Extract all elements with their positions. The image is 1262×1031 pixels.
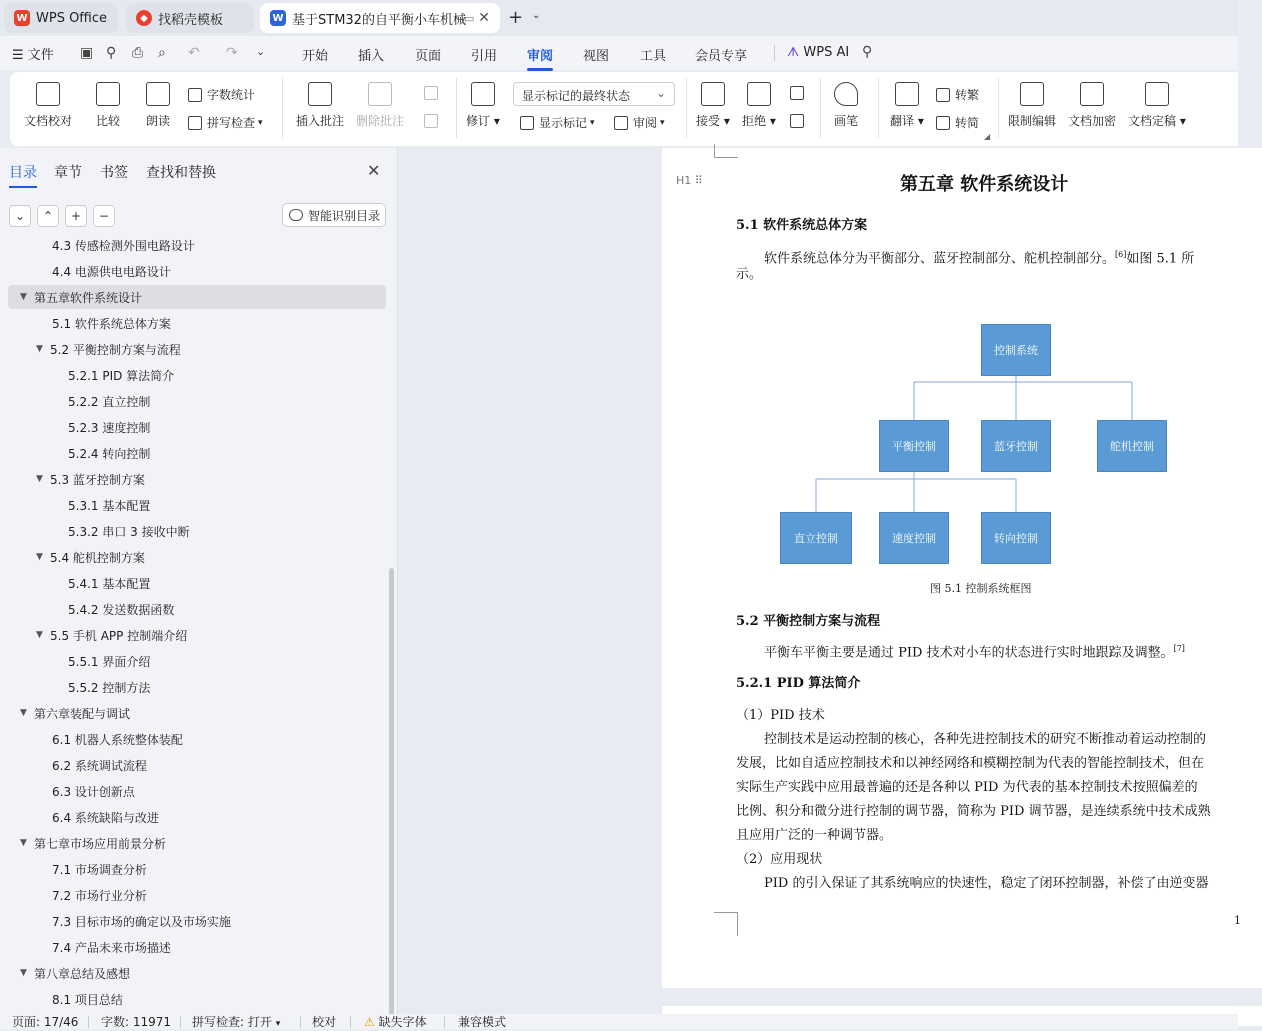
toc-item[interactable] <box>0 337 386 361</box>
status-page[interactable]: 页面: 17/46 <box>12 1015 79 1029</box>
diagram-node-control-system: 控制系统 <box>981 324 1051 376</box>
drag-handle-icon: ⠿ <box>694 174 703 187</box>
tab-list-chevron-icon[interactable]: ⌄ <box>532 10 541 21</box>
next-comment-icon[interactable] <box>424 114 443 128</box>
menu-reference[interactable]: 引用 <box>471 49 498 64</box>
paragraph-line: 发展，比如自适应控制技术和以神经网络和模糊控制为代表的智能控制技术，但在 <box>736 756 1205 771</box>
expand-corner-icon[interactable]: ◢ <box>984 132 991 141</box>
word-count-icon <box>188 88 202 102</box>
toc-item[interactable] <box>0 311 386 335</box>
next-change-icon[interactable] <box>790 114 809 128</box>
restrict-edit-label: 限制编辑 <box>1008 114 1057 128</box>
tab-template[interactable] <box>126 3 254 33</box>
section-5-2-paragraph: 平衡车平衡主要是通过 PID 技术对小车的状态进行实时地跟踪及调整。[7] <box>764 644 1185 661</box>
plus-icon: + <box>70 209 82 223</box>
menu-divider <box>774 45 775 61</box>
restrict-edit-button[interactable] <box>1008 82 1056 129</box>
read-aloud-button[interactable] <box>146 82 170 129</box>
toc-item[interactable] <box>0 831 386 855</box>
toc-item-label: 第五章软件系统设计 <box>34 290 143 305</box>
spell-check-icon <box>188 116 202 130</box>
compare-icon <box>96 82 120 106</box>
hamburger-icon: ☰ <box>12 48 28 63</box>
section-5-1-title: 5.1 软件系统总体方案 <box>736 218 868 233</box>
menu-insert[interactable]: 插入 <box>358 49 385 64</box>
panel-tab-bookmark[interactable]: 书签 <box>100 165 128 181</box>
markup-state-select[interactable]: 显示标记的最终状态 ⌄ <box>513 82 675 106</box>
expand-triangle-icon[interactable]: ▼ <box>36 552 43 562</box>
diagram-node-steering: 转向控制 <box>981 512 1051 564</box>
diagram-node-upright: 直立控制 <box>780 512 852 564</box>
insert-comment-icon <box>308 82 332 106</box>
save-icon[interactable]: ▣ <box>80 45 94 61</box>
word-count-button[interactable]: 字数统计 <box>188 86 255 103</box>
insert-comment-label: 插入批注 <box>296 114 345 128</box>
toc-item-label: 5.3.2 串口 3 接收中断 <box>68 524 190 539</box>
toc-item[interactable] <box>0 441 386 465</box>
ribbon-divider <box>998 78 999 138</box>
docer-logo-icon: ◆ <box>136 10 152 26</box>
ribbon-divider <box>456 78 457 138</box>
doc-finalize-button[interactable] <box>1128 82 1186 129</box>
toc-item[interactable] <box>0 987 386 1011</box>
translate-label: 翻译 ▾ <box>890 114 924 128</box>
chevron-down-icon: ⌄ <box>655 86 666 100</box>
expand-triangle-icon[interactable]: ▼ <box>20 838 27 848</box>
ribbon-divider <box>878 78 879 138</box>
toc-item[interactable] <box>0 571 386 595</box>
toc-item[interactable] <box>0 753 386 777</box>
show-markup-icon <box>520 116 534 130</box>
toc-item-label: 第六章装配与调试 <box>34 706 131 721</box>
add-heading-button[interactable] <box>65 205 87 227</box>
chapter-title: 第五章 软件系统设计 <box>900 174 1069 195</box>
page-number: 1 <box>1234 914 1241 927</box>
toc-item[interactable] <box>0 545 386 569</box>
collapse-up-button[interactable] <box>37 205 59 227</box>
heading-marker[interactable]: H1 ⠿ <box>676 174 703 187</box>
review-pane-icon <box>614 116 628 130</box>
toc-item[interactable] <box>0 961 386 985</box>
wps-ai-button[interactable]: ᗑ WPS AI <box>787 45 850 60</box>
menu-bar <box>0 36 1238 70</box>
warning-icon: ⚠ <box>364 1015 379 1029</box>
status-missing-font[interactable]: ⚠ 缺失字体 <box>364 1015 427 1029</box>
toc-item[interactable] <box>0 883 386 907</box>
toc-item[interactable] <box>0 857 386 881</box>
delete-comment-icon <box>368 82 392 106</box>
toc-item-label: 5.4.1 基本配置 <box>68 576 151 591</box>
minus-icon: − <box>98 209 110 223</box>
toc-item-label: 6.4 系统缺陷与改进 <box>52 810 159 825</box>
close-panel-icon[interactable]: ✕ <box>367 161 381 180</box>
prev-comment-icon[interactable] <box>424 86 443 100</box>
paragraph-line: 且应用广泛的一种调节器。 <box>736 828 893 843</box>
chevron-down-icon: ⌄ <box>14 209 26 223</box>
list-item-pid: （1）PID 技术 <box>736 708 825 723</box>
toc-item-label: 4.4 电源供电电路设计 <box>52 264 171 279</box>
panel-tab-find-replace[interactable]: 查找和替换 <box>146 165 216 181</box>
toc-item[interactable] <box>0 493 386 517</box>
new-tab-plus-icon[interactable]: + <box>508 7 524 28</box>
share-icon[interactable]: ⚲ <box>106 45 117 61</box>
toc-item-label: 5.2.2 直立控制 <box>68 394 151 409</box>
doc-encrypt-button[interactable] <box>1068 82 1116 129</box>
toc-item-label: 5.2.1 PID 算法简介 <box>68 368 175 383</box>
diagram-node-speed: 速度控制 <box>879 512 949 564</box>
toc-item[interactable] <box>0 935 386 959</box>
monitor-icon[interactable]: ▭ <box>464 11 475 25</box>
toc-item[interactable] <box>0 233 386 257</box>
toc-item-label: 7.1 市场调查分析 <box>52 862 147 877</box>
accept-button[interactable] <box>696 82 730 129</box>
chevron-down-icon: ▾ <box>275 1019 281 1029</box>
tab-label: WPS Office <box>36 10 108 26</box>
compare-label: 比较 <box>96 114 121 128</box>
figure-caption: 图 5.1 控制系统框图 <box>930 582 1032 595</box>
toc-item-label: 5.2.4 转向控制 <box>68 446 151 461</box>
chevron-down-icon: ▾ <box>258 117 263 128</box>
delete-comment-label: 删除批注 <box>356 114 405 128</box>
toc-item-label: 5.2 平衡控制方案与流程 <box>50 342 181 357</box>
toc-item-label: 5.4 舵机控制方案 <box>50 550 145 565</box>
more-chevron-icon[interactable]: ⌄ <box>256 45 266 58</box>
toc-item-label: 5.3 蓝牙控制方案 <box>50 472 145 487</box>
toc-item[interactable] <box>0 727 386 751</box>
restrict-edit-icon <box>1020 82 1044 106</box>
toc-item-label: 6.2 系统调试流程 <box>52 758 147 773</box>
toc-item-label: 5.2.3 速度控制 <box>68 420 151 435</box>
toc-item-label: 5.1 软件系统总体方案 <box>52 316 171 331</box>
paragraph-line: 控制技术是运动控制的核心，各种先进控制技术的研究不断推动着运动控制的 <box>764 732 1207 747</box>
diagram-node-balance: 平衡控制 <box>879 420 949 472</box>
doc-check-label: 文档校对 <box>24 114 73 128</box>
toc-item[interactable] <box>0 649 386 673</box>
toc-item[interactable] <box>0 623 386 647</box>
print-icon[interactable]: ⎙ <box>132 45 144 61</box>
toc-item[interactable] <box>0 467 386 491</box>
to-simplified-button[interactable]: 转简 <box>936 114 979 131</box>
tab-bar <box>0 0 1238 36</box>
toc-list <box>0 236 390 1014</box>
reject-button[interactable] <box>742 82 776 129</box>
revise-button[interactable] <box>466 82 500 129</box>
ribbon-divider <box>282 78 283 138</box>
toc-item[interactable] <box>0 675 386 699</box>
status-bar <box>0 1014 1238 1029</box>
document-area <box>399 148 1241 1014</box>
pen-label: 画笔 <box>834 114 859 128</box>
section-5-1-paragraph: 软件系统总体分为平衡部分、蓝牙控制部分、舵机控制部分。[6]如图 5.1 所 <box>764 250 1195 267</box>
to-simplified-icon <box>936 116 950 130</box>
smart-toc-button[interactable]: 智能识别目录 <box>282 203 386 227</box>
expand-triangle-icon[interactable]: ▼ <box>36 474 43 484</box>
accept-label: 接受 ▾ <box>696 114 730 128</box>
toc-item[interactable] <box>0 389 386 413</box>
menu-member[interactable]: 会员专享 <box>695 49 748 64</box>
search-icon[interactable]: ⚲ <box>862 44 873 60</box>
print-preview-icon[interactable]: ⌕ <box>158 45 166 61</box>
toc-item-label: 7.2 市场行业分析 <box>52 888 147 903</box>
spell-check-button[interactable]: 拼写检查 ▾ <box>188 114 263 131</box>
expand-triangle-icon[interactable]: ▼ <box>20 292 27 302</box>
ribbon-divider <box>820 78 821 138</box>
toc-item[interactable] <box>0 779 386 803</box>
insert-comment-button[interactable] <box>296 82 344 129</box>
toc-item-label: 6.3 设计创新点 <box>52 784 135 799</box>
pen-icon <box>834 82 858 106</box>
toc-item[interactable] <box>0 597 386 621</box>
reject-label: 拒绝 ▾ <box>742 114 776 128</box>
toc-item-label: 5.5.2 控制方法 <box>68 680 151 695</box>
file-menu[interactable]: ☰ 文件 <box>12 48 54 63</box>
panel-tab-chapter[interactable]: 章节 <box>54 165 82 181</box>
panel-tab-toc[interactable]: 目录 <box>9 162 37 182</box>
status-compat-mode: 兼容模式 <box>458 1015 507 1029</box>
compare-button[interactable] <box>96 82 120 129</box>
diagram-node-bluetooth: 蓝牙控制 <box>981 420 1051 472</box>
doc-check-button[interactable] <box>24 82 72 129</box>
section-5-2-title: 5.2 平衡控制方案与流程 <box>736 614 881 629</box>
toc-item[interactable] <box>0 805 386 829</box>
accept-icon <box>701 82 725 106</box>
read-aloud-label: 朗读 <box>146 114 171 128</box>
toc-item-label: 5.5 手机 APP 控制端介绍 <box>50 628 188 643</box>
ribbon-divider <box>686 78 687 138</box>
toc-item[interactable] <box>8 285 386 309</box>
menu-page[interactable]: 页面 <box>415 49 442 64</box>
document-page[interactable] <box>662 148 1262 988</box>
prev-change-icon[interactable] <box>790 86 809 100</box>
close-tab-icon[interactable]: ✕ <box>478 10 490 26</box>
section-5-2-1-title: 5.2.1 PID 算法简介 <box>736 676 861 691</box>
expand-triangle-icon[interactable]: ▼ <box>36 344 43 354</box>
toc-item-label: 5.5.1 界面介绍 <box>68 654 151 669</box>
reject-icon <box>747 82 771 106</box>
tab-wps-office[interactable] <box>4 3 118 33</box>
toc-item-label: 第七章市场应用前景分析 <box>34 836 167 851</box>
pen-button[interactable] <box>834 82 858 129</box>
to-traditional-button[interactable]: 转繁 <box>936 86 979 103</box>
toc-item-label: 第八章总结及感想 <box>34 966 131 981</box>
review-ribbon <box>10 72 1238 146</box>
doc-encrypt-icon <box>1080 82 1104 106</box>
menu-start[interactable]: 开始 <box>302 49 329 64</box>
toc-item[interactable] <box>0 415 386 439</box>
expand-triangle-icon[interactable]: ▼ <box>20 708 27 718</box>
remove-heading-button[interactable] <box>93 205 115 227</box>
undo-icon[interactable]: ↶ <box>188 45 200 61</box>
toc-item-label: 5.4.2 发送数据函数 <box>68 602 175 617</box>
expand-down-button[interactable] <box>9 205 31 227</box>
translate-icon <box>895 82 919 106</box>
status-word-count[interactable]: 字数: 11971 <box>101 1015 172 1029</box>
toc-item-label: 5.3.1 基本配置 <box>68 498 151 513</box>
toc-item-label: 4.3 传感检测外围电路设计 <box>52 238 195 253</box>
to-traditional-icon <box>936 88 950 102</box>
paragraph-line: 实际生产实践中应用最普遍的还是各种以 PID 为代表的基本控制技术按照偏差的 <box>736 780 1198 795</box>
paragraph-line: 比例、积分和微分进行控制的调节器，简称为 PID 调节器，是连续系统中技术成熟 <box>736 804 1211 819</box>
diagram-node-servo: 舵机控制 <box>1097 420 1167 472</box>
toc-item-label: 7.4 产品未来市场描述 <box>52 940 171 955</box>
panel-scrollbar[interactable] <box>389 568 394 1028</box>
status-spell-check[interactable]: 拼写检查: 打开 ▾ <box>192 1015 281 1029</box>
show-markup-button[interactable]: 显示标记 ▾ <box>520 114 595 131</box>
redo-icon[interactable]: ↷ <box>226 45 238 61</box>
smart-toc-icon <box>289 209 303 221</box>
toc-item[interactable] <box>0 909 386 933</box>
tab-label: 基于STM32的自平衡小车机械 <box>292 12 466 28</box>
diagram-connectors <box>662 148 1262 588</box>
crop-mark <box>714 912 738 936</box>
revise-icon <box>471 82 495 106</box>
toc-item-label: 7.3 目标市场的确定以及市场实施 <box>52 914 231 929</box>
navigation-panel <box>0 148 398 1014</box>
toc-item[interactable] <box>0 259 386 283</box>
translate-button[interactable] <box>890 82 924 129</box>
expand-triangle-icon[interactable]: ▼ <box>20 968 27 978</box>
section-5-1-paragraph-cont: 示。 <box>736 267 763 282</box>
toc-item-label: 6.1 机器人系统整体装配 <box>52 732 183 747</box>
list-item-status: （2）应用现状 <box>736 852 823 867</box>
toc-item[interactable] <box>0 701 386 725</box>
tab-label: 找稻壳模板 <box>158 12 224 28</box>
expand-triangle-icon[interactable]: ▼ <box>36 630 43 640</box>
delete-comment-button[interactable] <box>356 82 404 129</box>
doc-check-icon <box>36 82 60 106</box>
paragraph-line: PID 的引入保证了其系统响应的快速性，稳定了闭环控制器，补偿了由逆变器 <box>764 876 1209 891</box>
tab-document[interactable] <box>260 3 500 33</box>
review-pane-button[interactable]: 审阅 ▾ <box>614 114 665 131</box>
doc-finalize-label: 文档定稿 ▾ <box>1128 114 1186 128</box>
toc-item[interactable] <box>0 363 386 387</box>
status-proof[interactable]: 校对 <box>312 1015 337 1029</box>
toc-item-label: 8.1 项目总结 <box>52 992 123 1007</box>
read-aloud-icon <box>146 82 170 106</box>
toc-item[interactable] <box>0 519 386 543</box>
menu-tools[interactable]: 工具 <box>640 49 667 64</box>
writer-logo-icon: W <box>270 10 286 26</box>
menu-view[interactable]: 视图 <box>583 49 610 64</box>
doc-encrypt-label: 文档加密 <box>1068 114 1117 128</box>
doc-finalize-icon <box>1145 82 1169 106</box>
chevron-up-icon: ⌃ <box>42 209 54 223</box>
menu-review[interactable]: 审阅 <box>527 45 553 64</box>
revise-label: 修订 ▾ <box>466 114 500 128</box>
wps-logo-icon: W <box>14 10 30 26</box>
wps-ai-icon: ᗑ <box>787 45 804 60</box>
